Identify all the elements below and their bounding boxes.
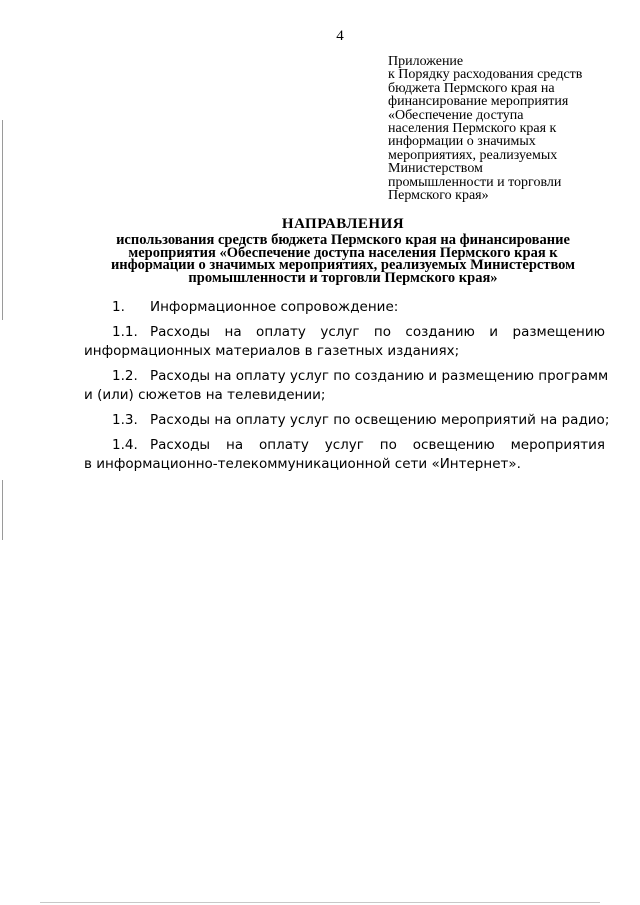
heading-subtitle bbox=[80, 234, 606, 284]
heading-subtitle-line: мероприятия «Обеспечение доступа населения Пермского края к bbox=[128, 244, 558, 261]
appendix-line: бюджета Пермского края на bbox=[388, 80, 555, 96]
appendix-line: Приложение bbox=[388, 54, 464, 69]
appendix-line: населения Пермского края к bbox=[388, 121, 557, 137]
heading-title: НАПРАВЛЕНИЯ bbox=[281, 216, 405, 232]
appendix-line: «Обеспечение доступа bbox=[388, 107, 524, 123]
item-text: Расходы на оплату услуг по созданию и размещению bbox=[150, 324, 605, 340]
heading-subtitle-line: информации о значимых мероприятиях, реализуемых Министерством bbox=[110, 257, 576, 273]
item-text: Расходы на оплату услуг по освещению мероприятия bbox=[150, 437, 605, 453]
item-text-continued: в информационно-телекоммуникационной сети «Интернет». bbox=[84, 456, 521, 472]
scan-bottom-edge bbox=[40, 902, 600, 903]
page-number: 4 bbox=[336, 28, 344, 44]
list-item bbox=[84, 298, 605, 317]
scan-edge-mark bbox=[2, 480, 3, 540]
items-list bbox=[84, 298, 610, 480]
item-text: Расходы на оплату услуг по созданию и размещению программ bbox=[150, 368, 609, 384]
appendix-line: финансирование мероприятия bbox=[388, 94, 569, 110]
item-number: 1.1. bbox=[112, 324, 138, 340]
item-number: 1.2. bbox=[112, 368, 138, 384]
appendix-block bbox=[388, 55, 628, 202]
item-text-continued: и (или) сюжетов на телевидении; bbox=[84, 387, 326, 403]
item-number: 1.3. bbox=[112, 412, 138, 428]
appendix-line: Министерством bbox=[388, 161, 483, 177]
appendix-line: промышленности и торговли bbox=[388, 174, 562, 190]
item-text-continued: информационных материалов в газетных изданиях; bbox=[84, 343, 460, 359]
list-item bbox=[84, 367, 609, 405]
appendix-line: к Порядку расходования средств bbox=[388, 67, 583, 83]
heading-subtitle-line: использования средств бюджета Пермского края на финансирование bbox=[116, 232, 570, 248]
item-text: Информационное сопровождение: bbox=[150, 299, 399, 315]
list-item bbox=[84, 323, 605, 361]
appendix-line: информации о значимых bbox=[388, 134, 536, 150]
appendix-line: Пермского края» bbox=[388, 188, 489, 204]
appendix-line: мероприятиях, реализуемых bbox=[388, 147, 558, 163]
item-text: Расходы на оплату услуг по освещению мероприятий на радио; bbox=[150, 412, 610, 428]
list-item bbox=[84, 411, 610, 430]
heading-subtitle-line: промышленности и торговли Пермского края» bbox=[188, 269, 498, 286]
item-number: 1.4. bbox=[112, 437, 138, 453]
list-item bbox=[84, 436, 605, 474]
item-number: 1. bbox=[112, 299, 125, 315]
document-heading bbox=[80, 216, 606, 284]
scan-edge-mark bbox=[2, 120, 3, 320]
